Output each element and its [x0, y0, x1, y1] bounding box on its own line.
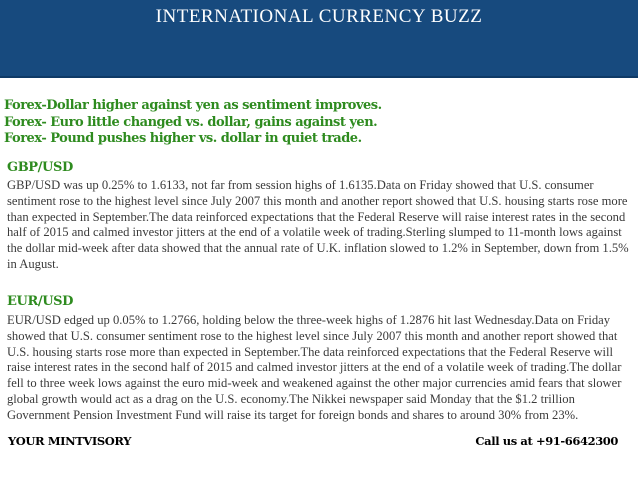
headline-dollar-yen: Forex-Dollar higher against yen as sentiment improves. — [4, 98, 382, 113]
page-title: INTERNATIONAL CURRENCY BUZZ — [155, 6, 483, 27]
header-banner — [0, 0, 638, 78]
headline-euro-dollar: Forex- Euro little changed vs. dollar, gains against yen. — [4, 114, 378, 130]
footer-contact: Call us at +91-6642300 — [475, 434, 618, 448]
headline-pound-dollar: Forex- Pound pushes higher vs. dollar in quiet trade. — [4, 131, 362, 146]
footer-brand: YOUR MINTVISORY — [8, 434, 132, 448]
gbp-usd-body: GBP/USD was up 0.25% to 1.6133, not far from session highs of 1.6135.Data on Friday showed that U.S. consumer sentiment rose to the highest level since July 2007 this month and another report showed that U.S. housing starts rose more than expected in September.The data reinforced expectations that the Federal Reserve will raise interest rates in the second half of 2015 and calmed investor jitters at the end of a volatile week of trading.Sterling slumped to 11-month lows against the dollar mid-week after data showed that the annual rate of U.K. inflation slowed to 1.2% in September, down from 1.5% in August. — [7, 178, 629, 271]
eur-usd-title: EUR/USD — [7, 294, 73, 309]
headline-list — [4, 98, 634, 148]
gbp-usd-title: GBP/USD — [7, 160, 73, 175]
eur-usd-body: EUR/USD edged up 0.05% to 1.2766, holding below the three-week highs of 1.2876 hit last Wednesday.Data on Friday showed that U.S. consumer sentiment rose to the highest level since July 2007 this month and another report showed that U.S. housing starts rose more than expected in September.The data reinforced expectations that the Federal Reserve will raise interest rates in the second half of 2015 and calmed investor jitters at the end of a volatile week of trading.The dollar fell to three week lows against the euro mid-week and weakened against the other major currencies amid fears that slower global growth would act as a drag on the U.S. economy.The Nikkei newspaper said Monday that the $1.2 trillion Government Pension Investment Fund will raise its target for foreign bonds and shares to around 30% from 23%. — [7, 313, 622, 422]
